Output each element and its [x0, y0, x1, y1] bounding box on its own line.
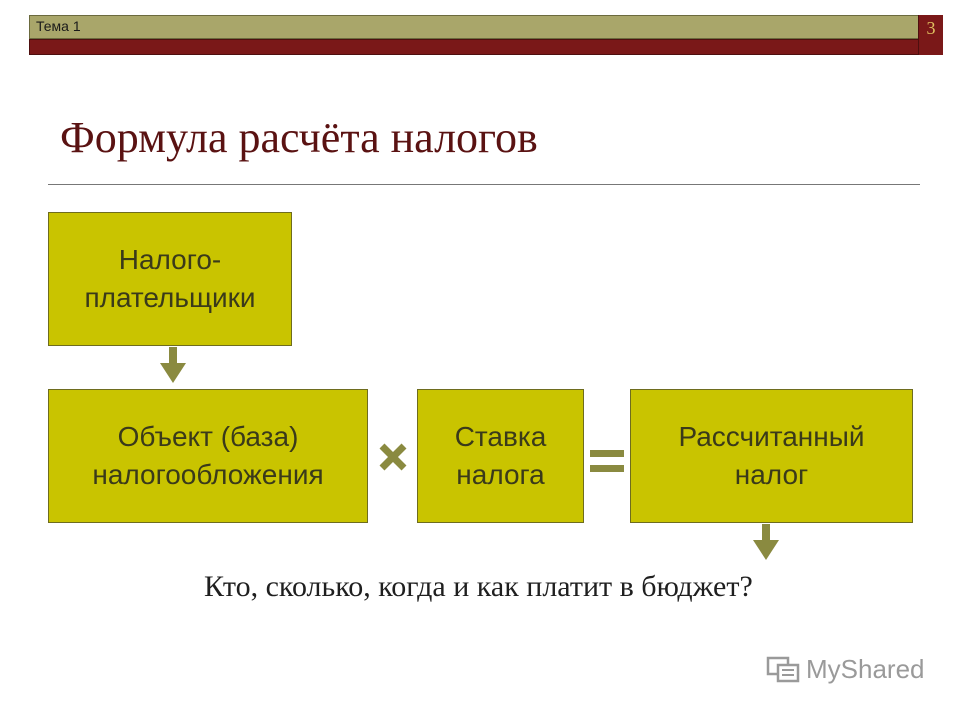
slide-title: Формула расчёта налогов [60, 113, 538, 162]
question-text: Кто, сколько, когда и как платит в бюджет? [204, 570, 753, 603]
tax-rate-box [417, 389, 584, 523]
title-divider [48, 184, 920, 185]
arrow-down-icon [751, 524, 781, 562]
header-olive-band [29, 15, 943, 39]
taxpayers-label: Налого- плательщики [84, 244, 256, 313]
equals-icon [588, 448, 626, 476]
taxpayers-box [48, 212, 292, 346]
multiply-icon [376, 440, 410, 474]
calculated-tax-box [630, 389, 913, 523]
topic-label: Тема 1 [36, 18, 81, 34]
tax-rate-label: Ставка налога [454, 421, 547, 490]
slides-logo-icon [766, 656, 800, 684]
watermark-text: MyShared [806, 654, 925, 684]
arrow-down-icon [158, 347, 188, 385]
tax-object-label: Объект (база) налогообложения [92, 421, 324, 490]
page-number: 3 [918, 15, 943, 55]
calculated-tax-label: Рассчитанный налог [678, 421, 865, 490]
tax-object-box [48, 389, 368, 523]
watermark [766, 654, 925, 685]
header-red-band [29, 39, 943, 55]
header-bar [29, 15, 943, 55]
